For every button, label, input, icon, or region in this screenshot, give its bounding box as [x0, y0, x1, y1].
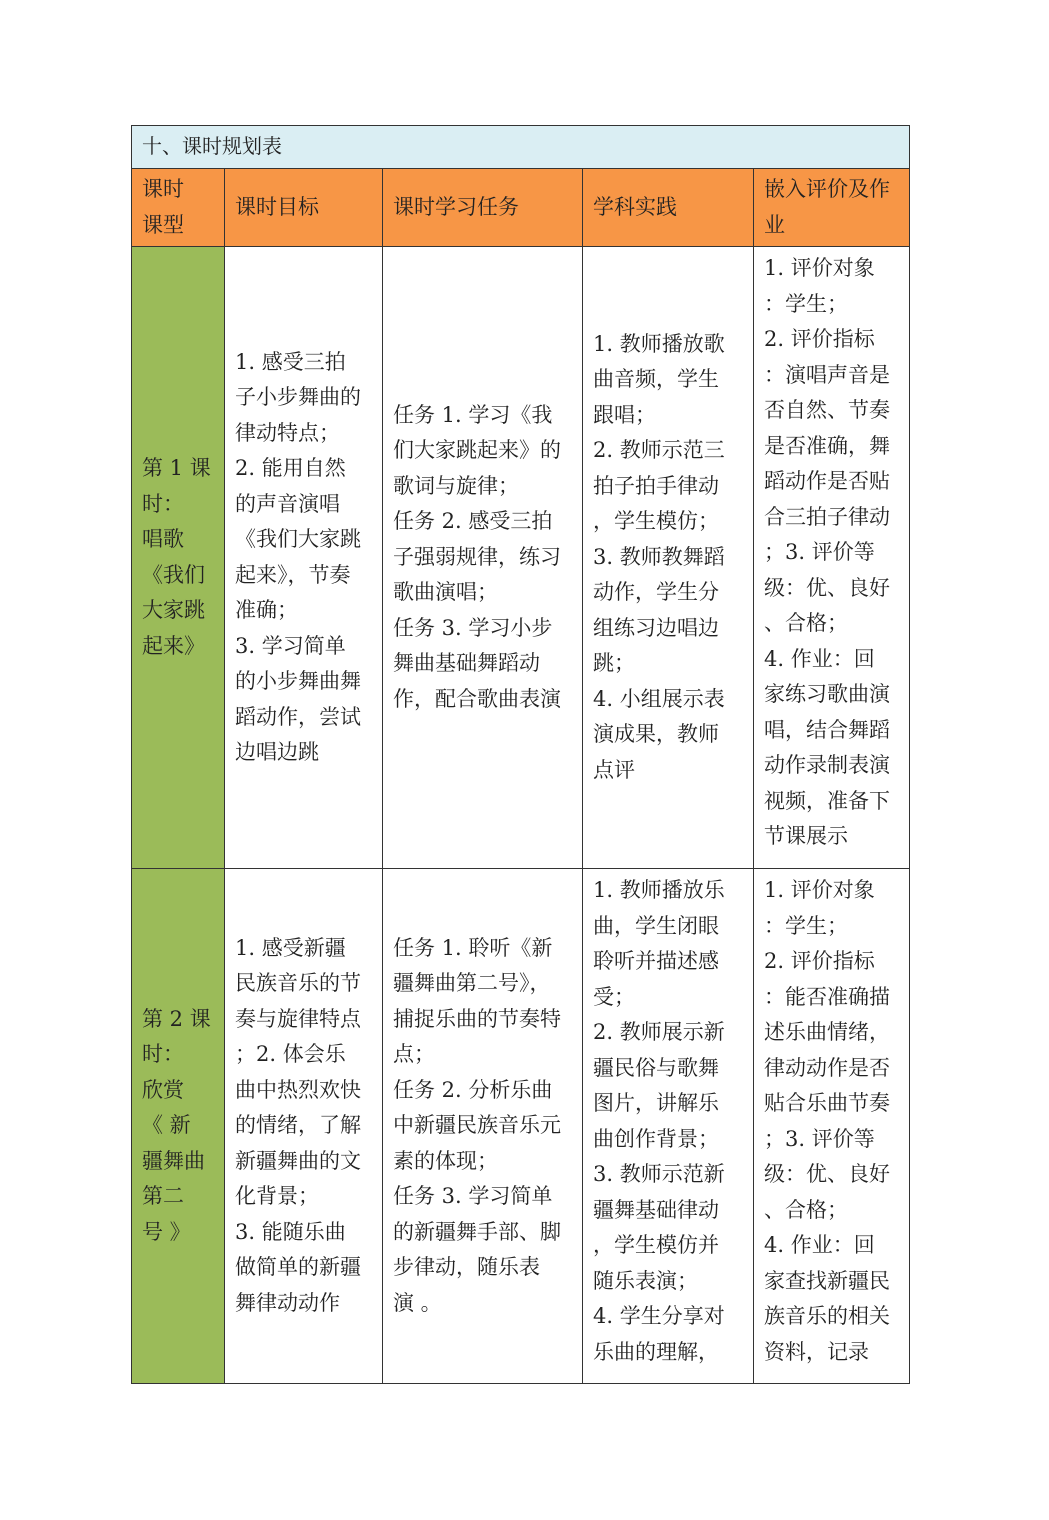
- goal-cell: [225, 869, 383, 1384]
- task-line: 素的体现；: [393, 1148, 498, 1173]
- lesson-line: 欣赏: [142, 1077, 184, 1102]
- evaluation-line: 2. 评价指标: [764, 327, 875, 351]
- goal-line: 起来》，节奏: [235, 562, 351, 587]
- lesson-line: 时：: [142, 1042, 184, 1067]
- task-line: 任务 2. 分析乐曲: [393, 1077, 553, 1102]
- practice-line: 拍子拍手律动: [593, 473, 719, 498]
- header-lesson-line: 课时: [142, 177, 184, 201]
- goal-line: 曲中热烈欢快: [235, 1077, 361, 1102]
- practice-line: 动作，学生分: [593, 580, 719, 605]
- goal-line: 边唱边跳: [235, 740, 319, 764]
- practice-line: 乐曲的理解，: [593, 1339, 719, 1364]
- evaluation-line: 、合格；: [764, 1197, 848, 1222]
- evaluation-line: 视频，准备下: [764, 788, 890, 813]
- lesson-line: 疆舞曲: [142, 1148, 205, 1173]
- evaluation-line: 4. 作业：回: [764, 1233, 875, 1257]
- evaluation-line: 资料，记录: [764, 1339, 869, 1364]
- evaluation-line: 家练习歌曲演: [764, 682, 890, 706]
- lesson-line: 时：: [142, 491, 184, 516]
- practice-line: 2. 教师示范三: [593, 438, 725, 463]
- practice-line: 点评: [593, 757, 635, 782]
- task-line: 任务 2. 感受三拍: [393, 509, 553, 534]
- goal-line: 舞律动动作: [235, 1290, 340, 1315]
- practice-line: 3. 教师教舞蹈: [593, 544, 725, 569]
- evaluation-line: 是否准确，舞: [764, 433, 890, 458]
- practice-line: 曲音频，学生: [593, 367, 719, 392]
- evaluation-line: 4. 作业：回: [764, 646, 875, 671]
- task-cell: [383, 247, 583, 869]
- table-row: [132, 247, 910, 869]
- practice-line: ，学生模仿；: [593, 509, 719, 534]
- task-line: 任务 1. 聆听《新: [393, 935, 553, 960]
- evaluation-line: 级：优、良好: [764, 1162, 890, 1186]
- lesson-line: 第 1 课: [142, 456, 211, 480]
- practice-line: 曲，学生闭眼: [593, 913, 719, 938]
- table-header-row: [132, 169, 910, 247]
- practice-line: 4. 学生分享对: [593, 1304, 725, 1328]
- goal-line: ；2. 体会乐: [235, 1042, 346, 1067]
- task-line: 步律动，随乐表: [393, 1255, 540, 1280]
- task-line: 歌曲演唱；: [393, 580, 498, 605]
- task-line: 点；: [393, 1042, 435, 1067]
- goal-line: 做简单的新疆: [235, 1255, 361, 1280]
- evaluation-line: 律动动作是否: [764, 1055, 890, 1080]
- practice-line: 2. 教师展示新: [593, 1020, 725, 1044]
- goal-line: 律动特点；: [235, 420, 340, 445]
- goal-line: 1. 感受三拍: [235, 349, 346, 374]
- lesson-line: 唱歌: [142, 527, 184, 551]
- table-row: [132, 869, 910, 1384]
- evaluation-line: 动作录制表演: [764, 753, 890, 777]
- lesson-line: 第 2 课: [142, 1006, 211, 1031]
- lesson-line: 起来》: [142, 633, 205, 658]
- lesson-line: 《我们: [142, 562, 205, 587]
- evaluation-line: ；3. 评价等: [764, 1126, 875, 1151]
- goal-line: 3. 能随乐曲: [235, 1219, 346, 1244]
- lesson-line: 第二: [142, 1184, 184, 1209]
- task-line: 们大家跳起来》的: [393, 438, 561, 463]
- lesson-cell: [132, 869, 225, 1384]
- practice-cell: [583, 247, 754, 869]
- practice-line: 跳；: [593, 651, 635, 676]
- practice-line: 1. 教师播放乐: [593, 878, 725, 902]
- evaluation-line: 述乐曲情绪，: [764, 1020, 890, 1044]
- practice-cell: [583, 869, 754, 1384]
- task-line: 任务 3. 学习小步: [393, 615, 553, 640]
- task-line: 演 。: [393, 1290, 442, 1315]
- header-practice: 学科实践: [583, 169, 754, 247]
- evaluation-line: 2. 评价指标: [764, 949, 875, 973]
- goal-line: 新疆舞曲的文: [235, 1148, 361, 1173]
- goal-line: 的声音演唱: [235, 491, 340, 516]
- evaluation-line: 、合格；: [764, 611, 848, 635]
- practice-line: 1. 教师播放歌: [593, 331, 725, 356]
- header-evaluation-line: 嵌入评价及作: [764, 177, 890, 201]
- header-lesson-line: 课型: [142, 212, 184, 237]
- evaluation-line: 合三拍子律动: [764, 504, 890, 529]
- task-line: 作，配合歌曲表演: [393, 686, 561, 711]
- evaluation-line: 家查找新疆民: [764, 1268, 890, 1293]
- evaluation-line: 蹈动作是否贴: [764, 469, 890, 493]
- evaluation-line: 1. 评价对象: [764, 878, 875, 902]
- goal-line: 1. 感受新疆: [235, 935, 346, 960]
- goal-line: 准确；: [235, 598, 298, 622]
- lesson-cell: [132, 247, 225, 869]
- practice-line: 疆舞基础律动: [593, 1197, 719, 1222]
- header-evaluation: [754, 169, 910, 247]
- table-title-row: [132, 126, 910, 169]
- practice-line: 受；: [593, 984, 635, 1009]
- practice-line: 聆听并描述感: [593, 949, 719, 973]
- task-line: 舞曲基础舞蹈动: [393, 651, 540, 676]
- lesson-line: 号 》: [142, 1219, 191, 1244]
- task-line: 任务 3. 学习简单: [393, 1184, 553, 1209]
- goal-line: 化背景；: [235, 1184, 319, 1209]
- lesson-plan-table: [131, 125, 910, 1384]
- header-task: 课时学习任务: [383, 169, 583, 247]
- task-line: 捕捉乐曲的节奏特: [393, 1006, 561, 1031]
- task-line: 疆舞曲第二号》，: [393, 971, 551, 996]
- practice-line: 组练习边唱边: [593, 615, 719, 640]
- goal-line: 《我们大家跳: [235, 527, 361, 551]
- goal-line: 奏与旋律特点: [235, 1006, 361, 1031]
- goal-line: 蹈动作，尝试: [235, 704, 361, 729]
- evaluation-line: ：能否准确描: [764, 984, 890, 1009]
- evaluation-cell: [754, 869, 910, 1384]
- practice-line: 随乐表演；: [593, 1268, 698, 1293]
- section-title: 十、课时规划表: [132, 126, 910, 169]
- practice-line: 图片，讲解乐: [593, 1091, 719, 1115]
- goal-line: 子小步舞曲的: [235, 385, 361, 409]
- task-line: 歌词与旋律；: [393, 473, 519, 498]
- header-evaluation-line: 业: [764, 212, 785, 237]
- evaluation-line: ：学生；: [764, 913, 848, 938]
- evaluation-line: 否自然、节奏: [764, 398, 890, 422]
- evaluation-line: 族音乐的相关: [764, 1304, 890, 1328]
- task-cell: [383, 869, 583, 1384]
- practice-line: 疆民俗与歌舞: [593, 1055, 719, 1080]
- task-line: 子强弱规律，练习: [393, 544, 561, 569]
- header-lesson: [132, 169, 225, 247]
- evaluation-line: 贴合乐曲节奏: [764, 1091, 890, 1115]
- practice-line: 演成果，教师: [593, 722, 719, 747]
- evaluation-cell: [754, 247, 910, 869]
- goal-line: 2. 能用自然: [235, 456, 346, 480]
- task-line: 的新疆舞手部、脚: [393, 1219, 561, 1244]
- goal-line: 的情绪，了解: [235, 1113, 361, 1138]
- header-goal: 课时目标: [225, 169, 383, 247]
- task-line: 任务 1. 学习《我: [393, 402, 553, 427]
- practice-line: ，学生模仿并: [593, 1233, 719, 1257]
- evaluation-line: ；3. 评价等: [764, 540, 875, 564]
- evaluation-line: 1. 评价对象: [764, 256, 875, 280]
- evaluation-line: 级：优、良好: [764, 575, 890, 600]
- practice-line: 曲创作背景；: [593, 1126, 719, 1151]
- goal-line: 的小步舞曲舞: [235, 669, 361, 693]
- evaluation-line: 唱，结合舞蹈: [764, 717, 890, 742]
- evaluation-line: ：学生；: [764, 291, 848, 316]
- evaluation-line: ：演唱声音是: [764, 362, 890, 387]
- practice-line: 跟唱；: [593, 402, 656, 427]
- evaluation-line: 节课展示: [764, 824, 848, 848]
- lesson-line: 大家跳: [142, 598, 205, 622]
- task-line: 中新疆民族音乐元: [393, 1113, 561, 1138]
- practice-line: 4. 小组展示表: [593, 686, 725, 711]
- goal-cell: [225, 247, 383, 869]
- practice-line: 3. 教师示范新: [593, 1162, 725, 1186]
- goal-line: 民族音乐的节: [235, 971, 361, 996]
- lesson-line: 《 新: [142, 1113, 191, 1138]
- goal-line: 3. 学习简单: [235, 633, 346, 658]
